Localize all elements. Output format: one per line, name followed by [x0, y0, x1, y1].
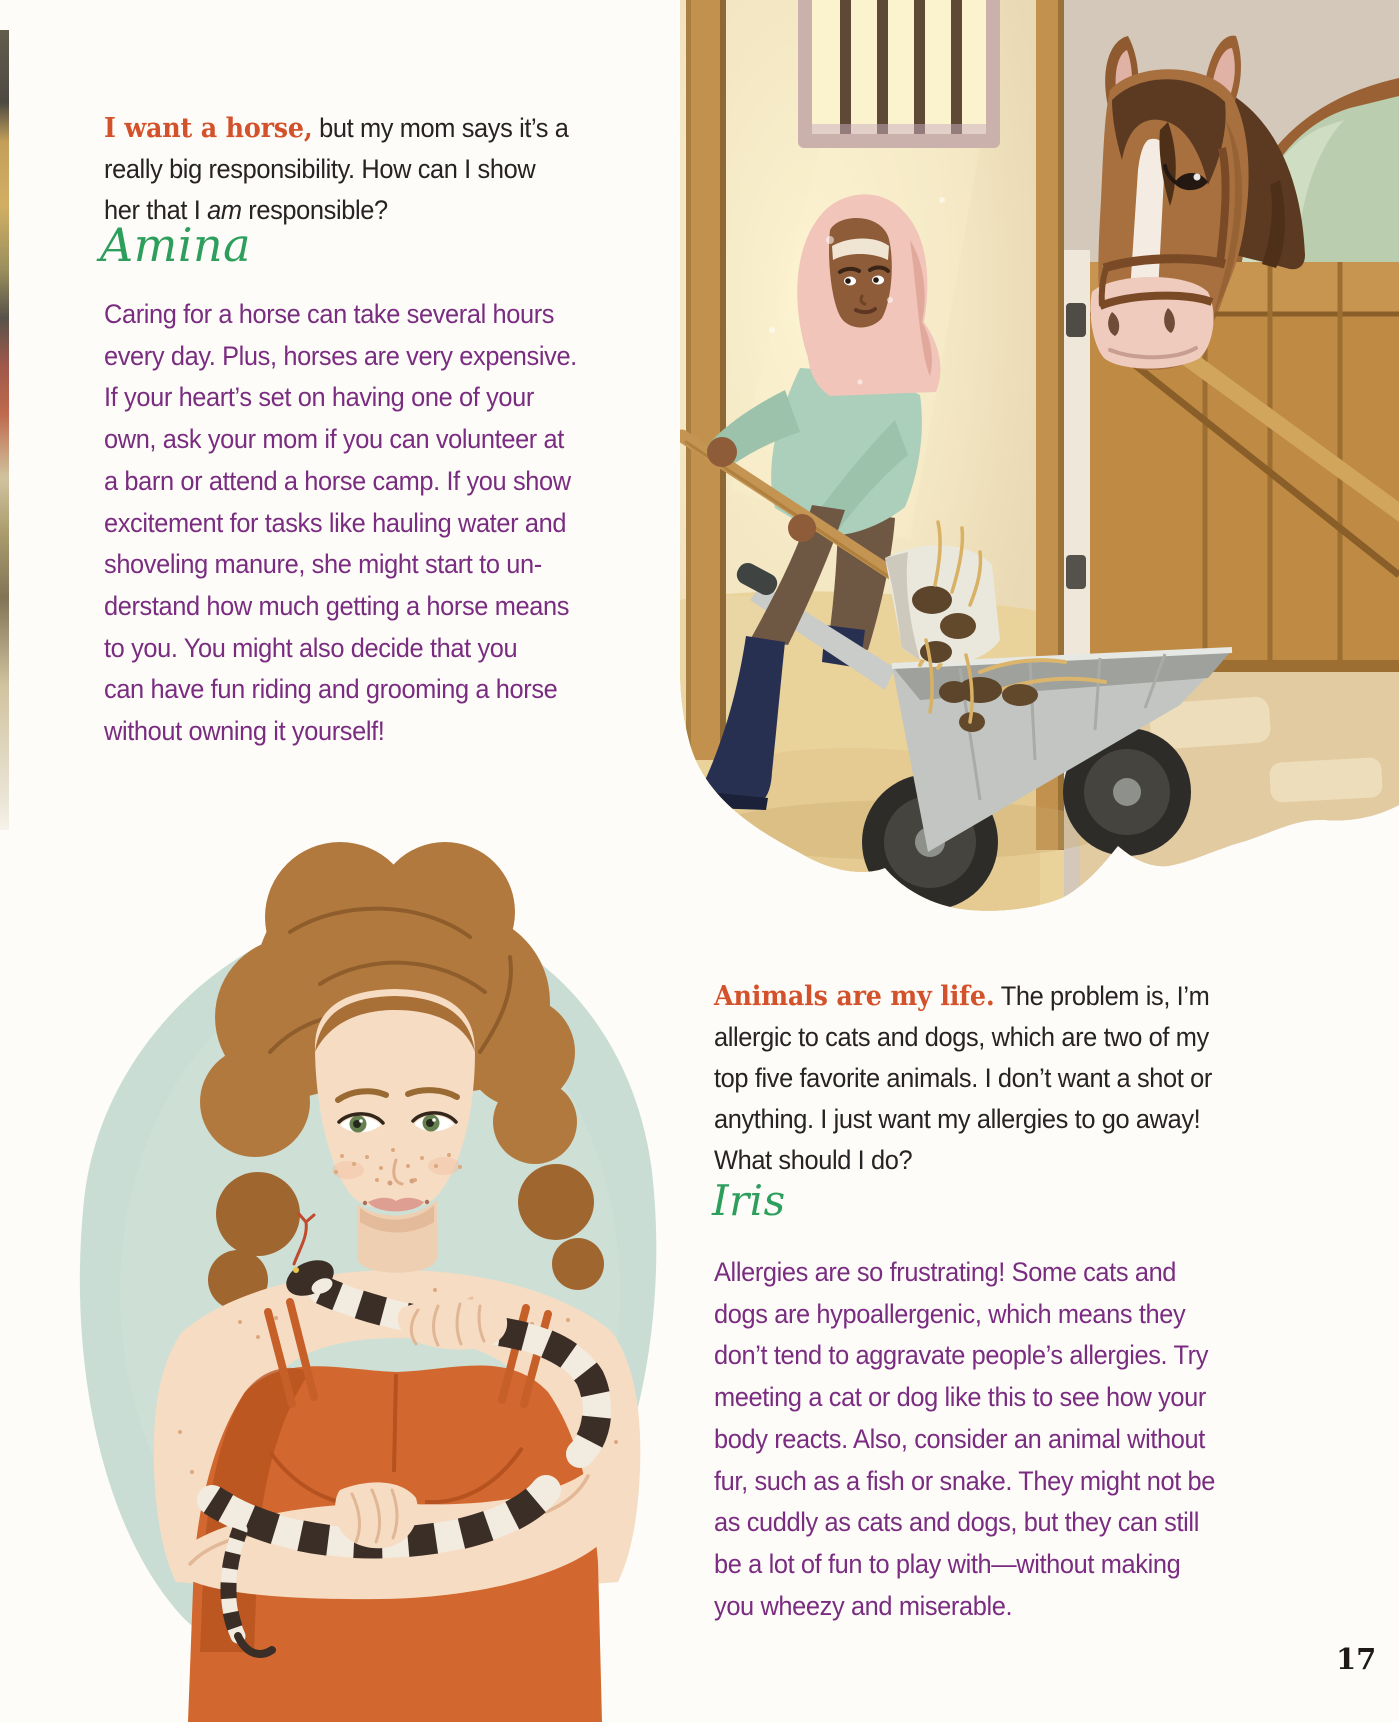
answer-line: without owning it yourself!: [104, 716, 385, 747]
question-text: The problem is, I’m: [994, 981, 1210, 1011]
question-line: really big responsibility. How can I show: [104, 154, 536, 184]
qa1-lead-in: I want a horse,: [104, 113, 313, 144]
question-text: but my mom says it’s a: [312, 113, 569, 143]
question-line: [104, 108, 569, 149]
question-line: allergic to cats and dogs, which are two of my: [714, 1022, 1209, 1052]
answer-line: Caring for a horse can take several hours: [104, 299, 555, 329]
question-emphasis: am: [207, 195, 242, 225]
question-line: [714, 976, 1212, 1017]
qa2-signature: Iris: [712, 1176, 786, 1225]
qa2-lead-in: Animals are my life.: [714, 981, 995, 1012]
answer-line: to you. You might also decide that you: [104, 632, 518, 663]
answer-line: Allergies are so frustrating! Some cats and: [714, 1257, 1177, 1287]
answer-line: If your heart’s set on having one of your: [104, 382, 534, 413]
qa2-answer: [714, 1252, 1247, 1627]
question-line: anything. I just want my allergies to go away!: [714, 1104, 1201, 1134]
question-line: What should I do?: [714, 1145, 913, 1175]
answer-line: a barn or attend a horse camp. If you show: [104, 465, 571, 496]
qa1-signature: Amina: [100, 218, 252, 272]
question-text: her that I: [104, 195, 208, 225]
answer-line: excitement for tasks like hauling water and: [104, 507, 567, 538]
answer-line: can have fun riding and grooming a horse: [104, 674, 558, 705]
question-text: responsible?: [241, 195, 388, 225]
answer-line: fur, such as a fish or snake. They might not be: [714, 1465, 1216, 1496]
answer-line: you wheezy and miserable.: [714, 1590, 1013, 1621]
answer-line: body reacts. Also, consider an animal without: [714, 1423, 1205, 1454]
answer-line: meeting a cat or dog like this to see how your: [714, 1382, 1207, 1413]
qa2-question: [714, 976, 1244, 1181]
answer-line: as cuddly as cats and dogs, but they can still: [714, 1507, 1199, 1538]
page-number: 17: [1336, 1642, 1377, 1676]
answer-line: own, ask your mom if you can volunteer at: [104, 424, 564, 455]
answer-line: shoveling manure, she might start to un-: [104, 549, 542, 580]
qa1-answer: [104, 294, 607, 753]
answer-line: derstand how much getting a horse means: [104, 590, 570, 621]
answer-line: every day. Plus, horses are very expensive.: [104, 340, 577, 371]
answer-line: dogs are hypoallergenic, which means they: [714, 1298, 1186, 1329]
book-edge-strip: [0, 30, 9, 830]
answer-line: be a lot of fun to play with—without making: [714, 1548, 1181, 1579]
stable-illustration: [680, 0, 1399, 915]
snake-girl-illustration: [40, 752, 675, 1722]
question-line: top five favorite animals. I don’t want a shot or: [714, 1063, 1212, 1093]
qa1-question: [104, 108, 598, 231]
answer-line: don’t tend to aggravate people’s allergies. Try: [714, 1340, 1209, 1371]
